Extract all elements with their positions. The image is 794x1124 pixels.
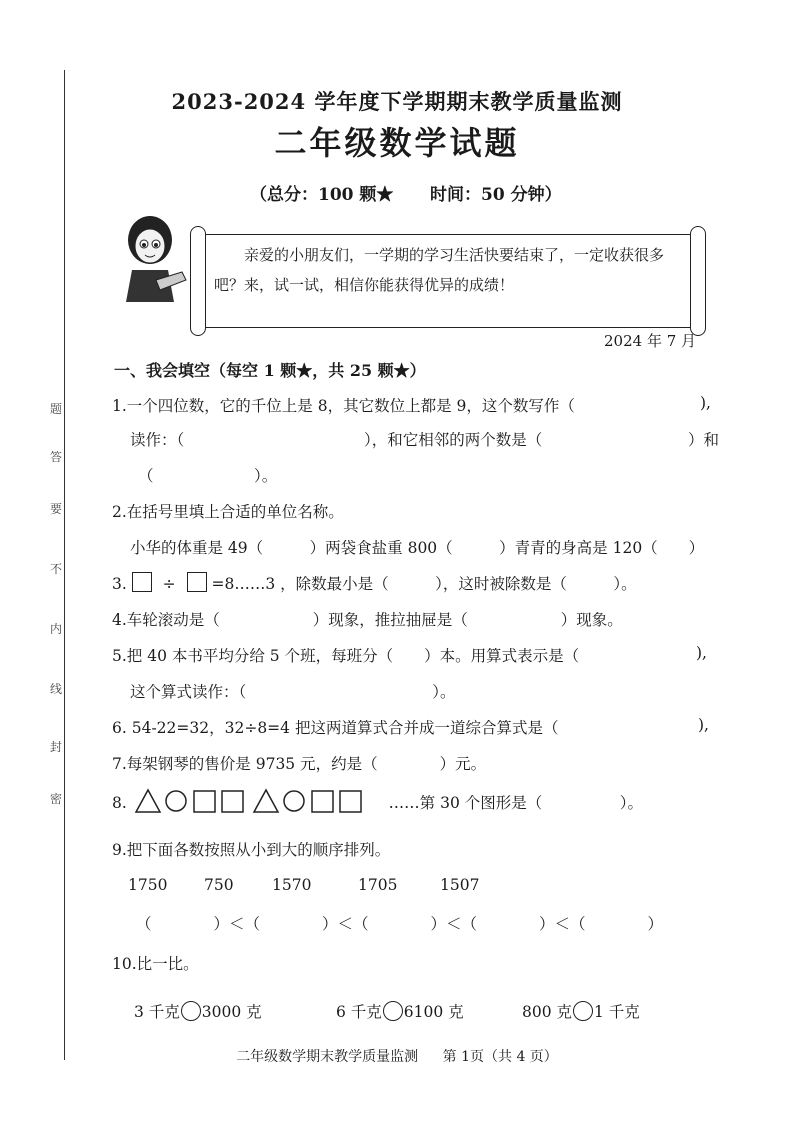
compare-item-2: 6 千克 6100 克 — [336, 1003, 464, 1021]
question-6: 6. 54-22=32，32÷8=4 把这两道算式合并成一道综合算式是（ — [112, 719, 559, 737]
question-5-end: ), — [696, 644, 707, 662]
question-2: 2.在括号里填上合适的单位名称。 — [112, 503, 344, 521]
intro-text: 亲爱的小朋友们，一学期的学习生活快要结束了，一定收获很多吧？来，试一试，相信你能获得优异的成绩！ — [214, 246, 665, 294]
question-10: 10.比一比。 — [112, 955, 199, 973]
question-1-blank-end: ), — [700, 394, 711, 412]
student-cartoon-illustration — [116, 210, 188, 310]
margin-char: 线 — [50, 682, 63, 696]
triangle-shape — [254, 790, 278, 812]
circle-shape — [166, 791, 186, 811]
margin-char: 题 — [50, 402, 63, 416]
footer-title: 二年级数学期末教学质量监测 — [236, 1049, 419, 1065]
margin-char: 要 — [50, 502, 63, 516]
compare-item-1: 3 千克 3000 克 — [134, 1003, 262, 1021]
question-1-neighbors: ），和它相邻的两个数是（ — [364, 431, 543, 449]
exam-time: 时间：50 分钟） — [430, 185, 562, 205]
question-5-line1: 5.把 40 本书平均分给 5 个班，每班分（ ）本。用算式表示是（ — [112, 647, 580, 665]
intro-scroll — [190, 226, 706, 334]
compare-circle[interactable] — [181, 1001, 201, 1021]
binding-margin-line — [64, 70, 65, 1060]
question-1-line3-open: （ — [138, 467, 154, 485]
number-item: 1705 — [358, 876, 398, 894]
number-item: 1507 — [440, 876, 480, 894]
question-1-read: 读作：（ — [130, 431, 185, 449]
square-shape — [312, 791, 333, 812]
question-6-end: ), — [698, 716, 709, 734]
number-item: 1570 — [272, 876, 312, 894]
margin-char: 答 — [50, 450, 63, 464]
dividend-box[interactable] — [132, 572, 152, 592]
question-1-and: ）和 — [688, 431, 720, 449]
compare-circle[interactable] — [383, 1001, 403, 1021]
question-5-line2: 这个算式读作：（ ）。 — [130, 683, 456, 701]
ordering-blanks: （ ）＜（ ）＜（ ）＜（ ）＜（ ） — [136, 915, 664, 933]
shape-sequence — [132, 788, 384, 814]
question-4: 4.车轮滚动是（ ）现象，推拉抽屉是（ ）现象。 — [112, 611, 623, 629]
compare-circle[interactable] — [573, 1001, 593, 1021]
page-footer — [0, 1046, 794, 1066]
page-number: 第 1页（共 4 页） — [442, 1049, 558, 1065]
margin-char: 不 — [50, 562, 63, 576]
compare-item-3: 800 克 1 千克 — [522, 1003, 640, 1021]
total-score: （总分：100 颗★ — [250, 185, 394, 205]
square-shape — [194, 791, 215, 812]
page-title: 二年级数学试题 — [274, 124, 520, 162]
section-fill-blank: 一、我会填空（每空 1 颗★，共 25 颗★） — [114, 361, 426, 380]
margin-char: 封 — [50, 740, 63, 754]
exam-date: 2024 年 7 月 — [604, 332, 697, 350]
question-8: 8. ……第 30 个图形是（ ）。 — [112, 788, 643, 814]
square-shape — [340, 791, 361, 812]
number-item: 750 — [204, 876, 234, 894]
exam-header: 2023-2024 学年度下学期期末教学质量监测 — [171, 89, 623, 114]
number-item: 1750 — [128, 876, 168, 894]
question-3: 3. ÷ =8……3 ，除数最小是（ ），这时被除数是（ ）。 — [112, 572, 637, 594]
question-7: 7.每架钢琴的售价是 9735 元，约是（ ）元。 — [112, 755, 487, 773]
triangle-shape — [136, 790, 160, 812]
divisor-box[interactable] — [187, 572, 207, 592]
question-1-line3-close: ）。 — [254, 467, 278, 485]
question-9: 9.把下面各数按照从小到大的顺序排列。 — [112, 841, 391, 859]
margin-char: 内 — [50, 622, 63, 636]
question-2-line: 小华的体重是 49（ ）两袋食盐重 800（ ）青青的身高是 120（ ） — [130, 539, 705, 557]
circle-shape — [284, 791, 304, 811]
question-1-line1: 1.一个四位数，它的千位上是 8，其它数位上都是 9，这个数写作（ — [112, 397, 575, 415]
margin-char: 密 — [50, 792, 63, 806]
square-shape — [222, 791, 243, 812]
